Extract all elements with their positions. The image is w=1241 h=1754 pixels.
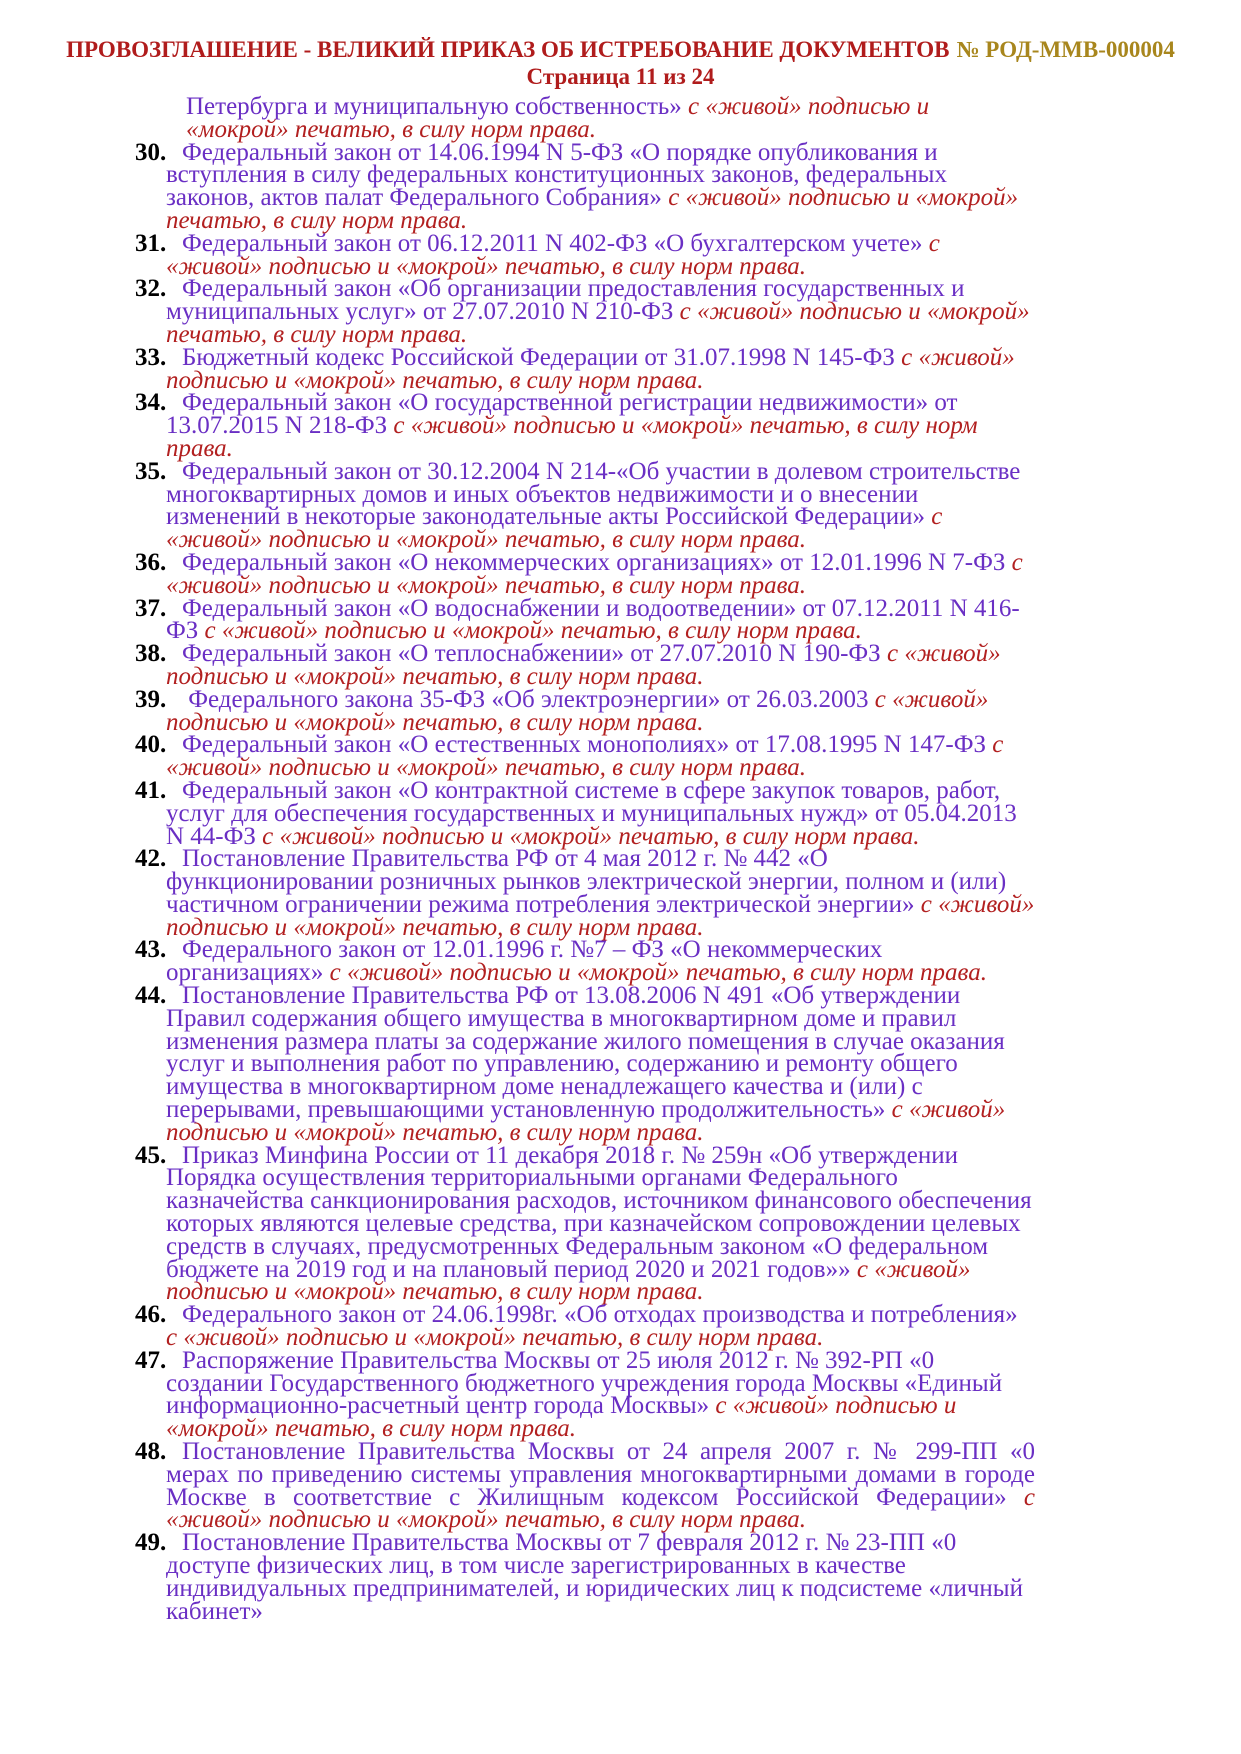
law-reference-text: Федеральный закон «Об организации предоставления государственных и муниципальных услуг» от 27.07.2010 N 210-ФЗ xyxy=(166,275,965,326)
law-reference-text: Федерального закон от 12.01.1996 г. №7 – ФЗ «О некоммерческих организациях» xyxy=(166,936,883,987)
list-item xyxy=(118,1141,1035,1306)
list-item xyxy=(118,229,1035,280)
law-reference-text: Петербурга и муниципальную собственность» xyxy=(186,93,689,120)
continuation-paragraph xyxy=(118,93,1035,143)
item-number: 40. xyxy=(135,731,167,759)
law-reference-text: Федеральный закон от 30.12.2004 N 214-«Об участии в долевом строительстве многоквартирных домов и иных объектов недвижимости и о внесении изменений в некоторые законодательные акты Российской Федерации» xyxy=(166,457,1021,531)
law-list xyxy=(118,138,1035,1625)
law-reference-text: Постановление Правительства Москвы от 24 апреля 2007 г. № 299-ПП «0 мерах по приведению системы управления многоквартирными домами в городе Москве в соответствие с Жилищным кодексом Российской Федерации» xyxy=(166,1438,1035,1511)
item-number: 43. xyxy=(135,936,167,964)
law-reference-text: Федеральный закон от 14.06.1994 N 5-ФЗ «О порядке опубликования и вступления в силу федеральных конституционных законов, федеральных законов, актов палат Федерального Собрания» xyxy=(166,138,947,212)
item-number: 37. xyxy=(135,594,167,622)
item-number: 49. xyxy=(135,1529,167,1557)
legal-clause-text: с «живой» подписью и «мокрой» печатью, в силу норм права. xyxy=(166,1483,1035,1534)
legal-clause-text: с «живой» подписью и «мокрой» печатью, в силу норм права. xyxy=(166,184,1019,234)
item-number: 44. xyxy=(135,982,167,1010)
legal-clause-text: с «живой» подписью и «мокрой» печатью, в силу норм права. xyxy=(166,890,1035,941)
legal-clause-text: с «живой» подписью и «мокрой» печатью, в силу норм права. xyxy=(166,412,978,462)
item-number: 47. xyxy=(135,1346,167,1374)
list-item xyxy=(118,343,1035,394)
legal-clause-text: с «живой» подписью и «мокрой» печатью, в силу норм права. xyxy=(166,1324,824,1352)
item-number: 42. xyxy=(135,845,167,873)
law-reference-text: Постановление Правительства Москвы от 7 февраля 2012 г. № 23-ПП «0 доступе физических лиц, в том числе зарегистрированных в качестве индивидуальных предпринимателей, и юридических лиц к подсистеме «личный кабинет» xyxy=(166,1529,1023,1625)
list-item xyxy=(118,138,1035,234)
document-title: ПРОВОЗГЛАШЕНИЕ - ВЕЛИКИЙ ПРИКАЗ ОБ ИСТРЕБОВАНИЕ ДОКУМЕНТОВ xyxy=(66,37,950,62)
list-item xyxy=(118,1346,1035,1443)
list-item xyxy=(118,731,1035,782)
law-reference-text: Приказ Минфина России от 11 декабря 2018 г. № 259н «Об утверждении Порядка осуществления территориальными органами Федерального казначейства санкционирования расходов, источником финансового обеспечения которых являются целевые средства, при казначейском сопровождении целевых средств в случаях, предусмотренных Федеральным законом «О федеральном бюджете на 2019 год и на плановый период 2020 и 2021 годов»» xyxy=(166,1141,1032,1283)
legal-clause-text: с «живой» подписью и «мокрой» печатью, в силу норм права. xyxy=(329,959,987,987)
item-number: 46. xyxy=(135,1301,167,1329)
law-reference-text: Распоряжение Правительства Москвы от 25 июля 2012 г. № 392-РП «0 создании Государственного бюджетного учреждения города Москвы «Единый информационно-расчетный центр города Москвы» xyxy=(166,1346,1003,1420)
law-reference-text: Бюджетный кодекс Российской Федерации от 31.07.1998 N 145-ФЗ xyxy=(182,343,902,371)
legal-clause-text: с «живой» подписью и «мокрой» печатью, в силу норм права. xyxy=(166,229,940,280)
legal-clause-text: с «живой» подписью и «мокрой» печатью, в силу норм права. xyxy=(166,298,1030,348)
legal-clause-text: с «живой» подписью и «мокрой» печатью, в силу норм права. xyxy=(166,1096,1006,1146)
list-item xyxy=(118,1438,1035,1534)
list-item xyxy=(118,776,1035,850)
document-title-line xyxy=(0,36,1241,63)
item-number: 30. xyxy=(135,138,167,166)
item-number: 36. xyxy=(135,548,167,576)
list-item xyxy=(118,982,1035,1146)
law-reference-text: Федеральный закон «О государственной регистрации недвижимости» от 13.07.2015 N 218-ФЗ xyxy=(166,389,958,440)
document-header xyxy=(0,0,1241,90)
list-item xyxy=(118,1529,1035,1625)
list-item xyxy=(118,1301,1035,1352)
legal-clause-text: с «живой» подписью и «мокрой» печатью, в силу норм права. xyxy=(166,1255,971,1306)
document-body xyxy=(118,93,1035,1625)
list-item xyxy=(118,594,1035,645)
legal-clause-text: с «живой» подписью и «мокрой» печатью, в силу норм права. xyxy=(204,617,862,645)
law-reference-text: Федеральный закон «О контрактной системе в сфере закупок товаров, работ, услуг для обеспечения государственных и муниципальных нужд» от 05.04.2013 N 44-ФЗ xyxy=(166,776,1017,850)
legal-clause-text: с «живой» подписью и «мокрой» печатью, в силу норм права. xyxy=(166,343,1015,394)
legal-clause-text: с «живой» подписью и «мокрой» печатью, в силу норм права. xyxy=(262,822,920,850)
item-number: 38. xyxy=(135,640,167,668)
legal-clause-text: с «живой» подписью и «мокрой» печатью, в силу норм права. xyxy=(186,93,930,143)
law-reference-text: Федеральный закон «О водоснабжении и водоотведении» от 07.12.2011 N 416-ФЗ xyxy=(166,594,1020,645)
legal-clause-text: с «живой» подписью и «мокрой» печатью, в силу норм права. xyxy=(166,685,989,736)
item-number: 41. xyxy=(135,776,167,804)
legal-clause-text: с «живой» подписью и «мокрой» печатью, в силу норм права. xyxy=(166,503,943,554)
law-reference-text: Федеральный закон «О некоммерческих организациях» от 12.01.1996 N 7-ФЗ xyxy=(182,548,1012,576)
list-item xyxy=(118,548,1035,599)
item-number: 34. xyxy=(135,389,167,417)
item-number: 39. xyxy=(135,685,167,713)
item-number: 35. xyxy=(135,457,167,485)
law-reference-text: Федерального закон от 24.06.1998г. «Об отходах производства и потребления» xyxy=(182,1301,1024,1329)
legal-clause-text: с «живой» подписью и «мокрой» печатью, в силу норм права. xyxy=(166,1392,957,1443)
law-reference-text: Федеральный закон от 06.12.2011 N 402-ФЗ «О бухгалтерском учете» xyxy=(182,229,929,257)
list-item xyxy=(118,685,1035,736)
law-reference-text: Федеральный закон «О естественных монополиях» от 17.08.1995 N 147-ФЗ xyxy=(182,731,993,759)
item-number: 33. xyxy=(135,343,167,371)
list-item xyxy=(118,845,1035,941)
law-reference-text: Постановление Правительства РФ от 4 мая 2012 г. № 442 «О функционировании розничных рынков электрической энергии, полном и (или) частичном ограничении режима потребления электрической энергии» xyxy=(166,845,1007,918)
item-number: 48. xyxy=(135,1438,167,1466)
list-item xyxy=(118,640,1035,690)
law-reference-text: Федерального закона 35-ФЗ «Об электроэнергии» от 26.03.2003 xyxy=(182,685,875,713)
legal-clause-text: с «живой» подписью и «мокрой» печатью, в силу норм права. xyxy=(166,548,1023,599)
list-item xyxy=(118,457,1035,554)
document-number: № РОД-ММВ-000004 xyxy=(956,37,1175,62)
list-item xyxy=(118,275,1035,348)
page-indicator: Страница 11 из 24 xyxy=(526,64,715,89)
list-item xyxy=(118,389,1035,462)
list-item xyxy=(118,936,1035,987)
legal-clause-text: с «живой» подписью и «мокрой» печатью, в силу норм права. xyxy=(166,731,1004,782)
law-reference-text: Постановление Правительства РФ от 13.08.2006 N 491 «Об утверждении Правил содержания общего имущества в многоквартирном доме и правил изменения размера платы за содержание жилого помещения в случае оказания услуг и выполнения работ по управлению, содержанию и ремонту общего имущества в многоквартирном доме ненадлежащего качества и (или) с перерывами, превышающими установленную продолжительность» xyxy=(166,982,1005,1124)
item-number: 45. xyxy=(135,1141,167,1169)
item-number: 31. xyxy=(135,229,167,257)
legal-clause-text: с «живой» подписью и «мокрой» печатью, в силу норм права. xyxy=(166,640,1001,690)
item-number: 32. xyxy=(135,275,167,303)
law-reference-text: Федеральный закон «О теплоснабжении» от 27.07.2010 N 190-ФЗ xyxy=(182,640,887,668)
